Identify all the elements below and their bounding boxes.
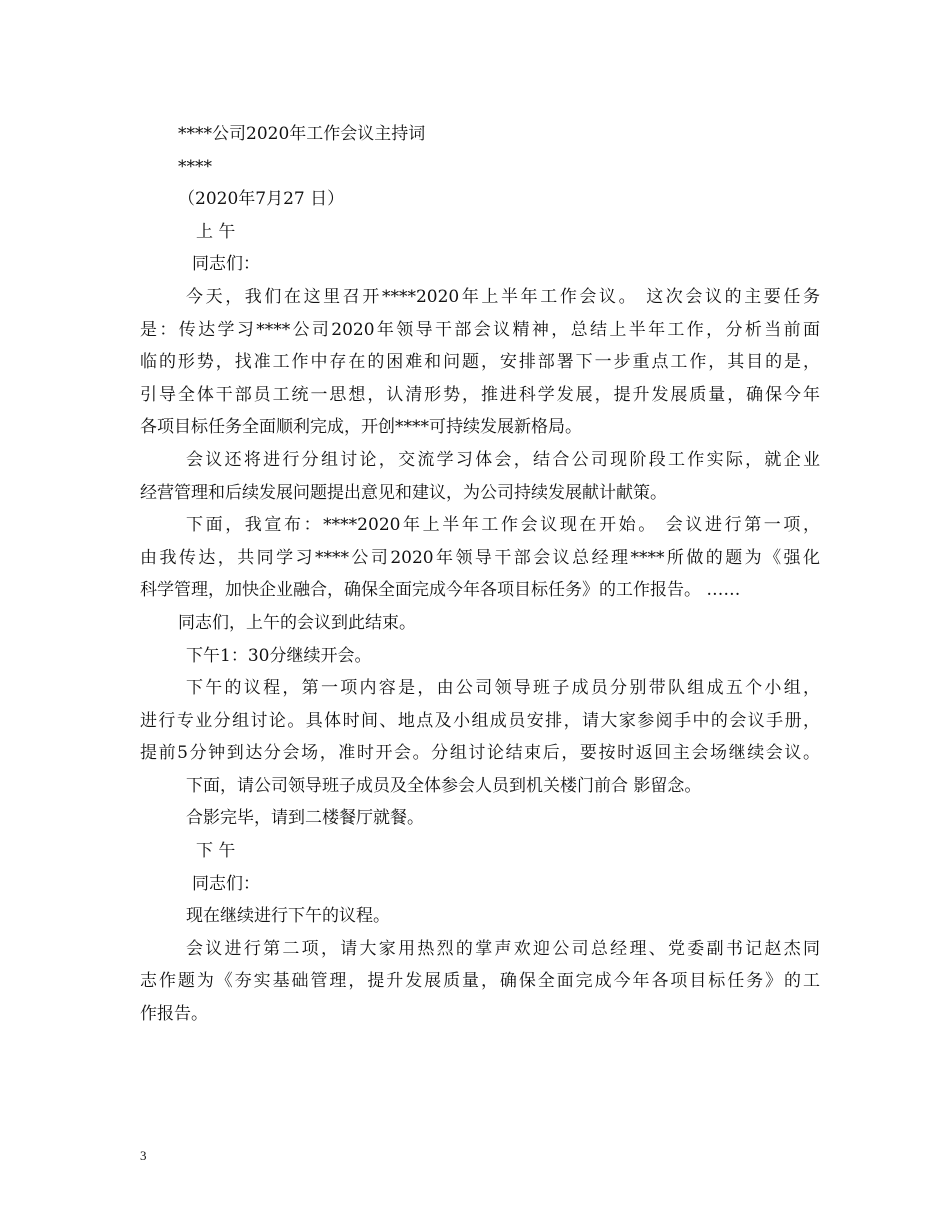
greeting-afternoon: 同志们： — [192, 873, 260, 894]
paragraph-line: 会议还将进行分组讨论，交流学习体会，结合公司现阶段工作实际，就企业 — [186, 449, 820, 470]
paragraph-line: 提前5分钟到达分会场，准时开会。分组讨论结束后，要按时返回主会场继续会议。 — [140, 743, 820, 764]
paragraph-line: 由我传达，共同学习****公司2020年领导干部会议总经理****所做的题为《强化 — [140, 547, 820, 568]
paragraph-morning-end: 同志们，上午的会议到此结束。 — [178, 612, 416, 633]
paragraph-line: 会议进行第二项，请大家用热烈的掌声欢迎公司总经理、党委副书记赵杰同 — [186, 938, 820, 959]
paragraph-line: 各项目标任务全面顺利完成，开创****可持续发展新格局。 — [140, 417, 582, 438]
document-author: **** — [178, 156, 212, 177]
paragraph-line: 科学管理，加快企业融合，确保全面完成今年各项目标任务》的工作报告。 …… — [140, 580, 741, 601]
document-date: （2020年7月27 日） — [178, 189, 345, 210]
paragraph-line: 引导全体干部员工统一思想，认清形势，推进科学发展，提升发展质量，确保今年 — [140, 384, 820, 405]
paragraph-line: 下午的议程，第一项内容是，由公司领导班子成员分别带队组成五个小组， — [186, 678, 820, 699]
greeting-morning: 同志们： — [192, 254, 260, 275]
paragraph-afternoon-agenda — [140, 672, 820, 770]
paragraph-opening — [140, 281, 820, 444]
paragraph-line: 经营管理和后续发展问题提出意见和建议，为公司持续发展献计献策。 — [140, 482, 667, 503]
paragraph-line: 临的形势，找准工作中存在的困难和问题，安排部署下一步重点工作，其目的是， — [140, 352, 820, 373]
paragraph-line: 下面，我宣布：****2020年上半年工作会议现在开始。 会议进行第一项， — [186, 515, 820, 536]
document-title: ****公司2020年工作会议主持词 — [178, 124, 426, 144]
paragraph-resume-time: 下午1：30分继续开会。 — [186, 645, 372, 666]
paragraph-group-photo: 下面，请公司领导班子成员及全体参会人员到机关楼门前合 影留念。 — [186, 775, 702, 796]
document-body — [140, 118, 820, 1031]
section-heading-afternoon: 下 午 — [196, 841, 236, 862]
paragraph-announcement — [140, 509, 820, 607]
paragraph-continue: 现在继续进行下午的议程。 — [186, 906, 390, 927]
page-number: 3 — [140, 1148, 147, 1163]
paragraph-line: 今天，我们在这里召开****2020年上半年工作会议。 这次会议的主要任务 — [186, 286, 820, 307]
paragraph-second-item — [140, 933, 820, 1031]
paragraph-line: 志作题为《夯实基础管理，提升发展质量，确保全面完成今年各项目标任务》的工 — [140, 971, 820, 992]
paragraph-discussion — [140, 444, 820, 509]
section-heading-morning: 上 午 — [196, 221, 236, 242]
paragraph-line: 进行专业分组讨论。具体时间、地点及小组成员安排，请大家参阅手中的会议手册， — [140, 710, 820, 731]
paragraph-dining: 合影完毕，请到二楼餐厅就餐。 — [186, 808, 424, 829]
paragraph-line: 作报告。 — [140, 1004, 208, 1025]
paragraph-line: 是：传达学习****公司2020年领导干部会议精神，总结上半年工作，分析当前面 — [140, 319, 820, 340]
